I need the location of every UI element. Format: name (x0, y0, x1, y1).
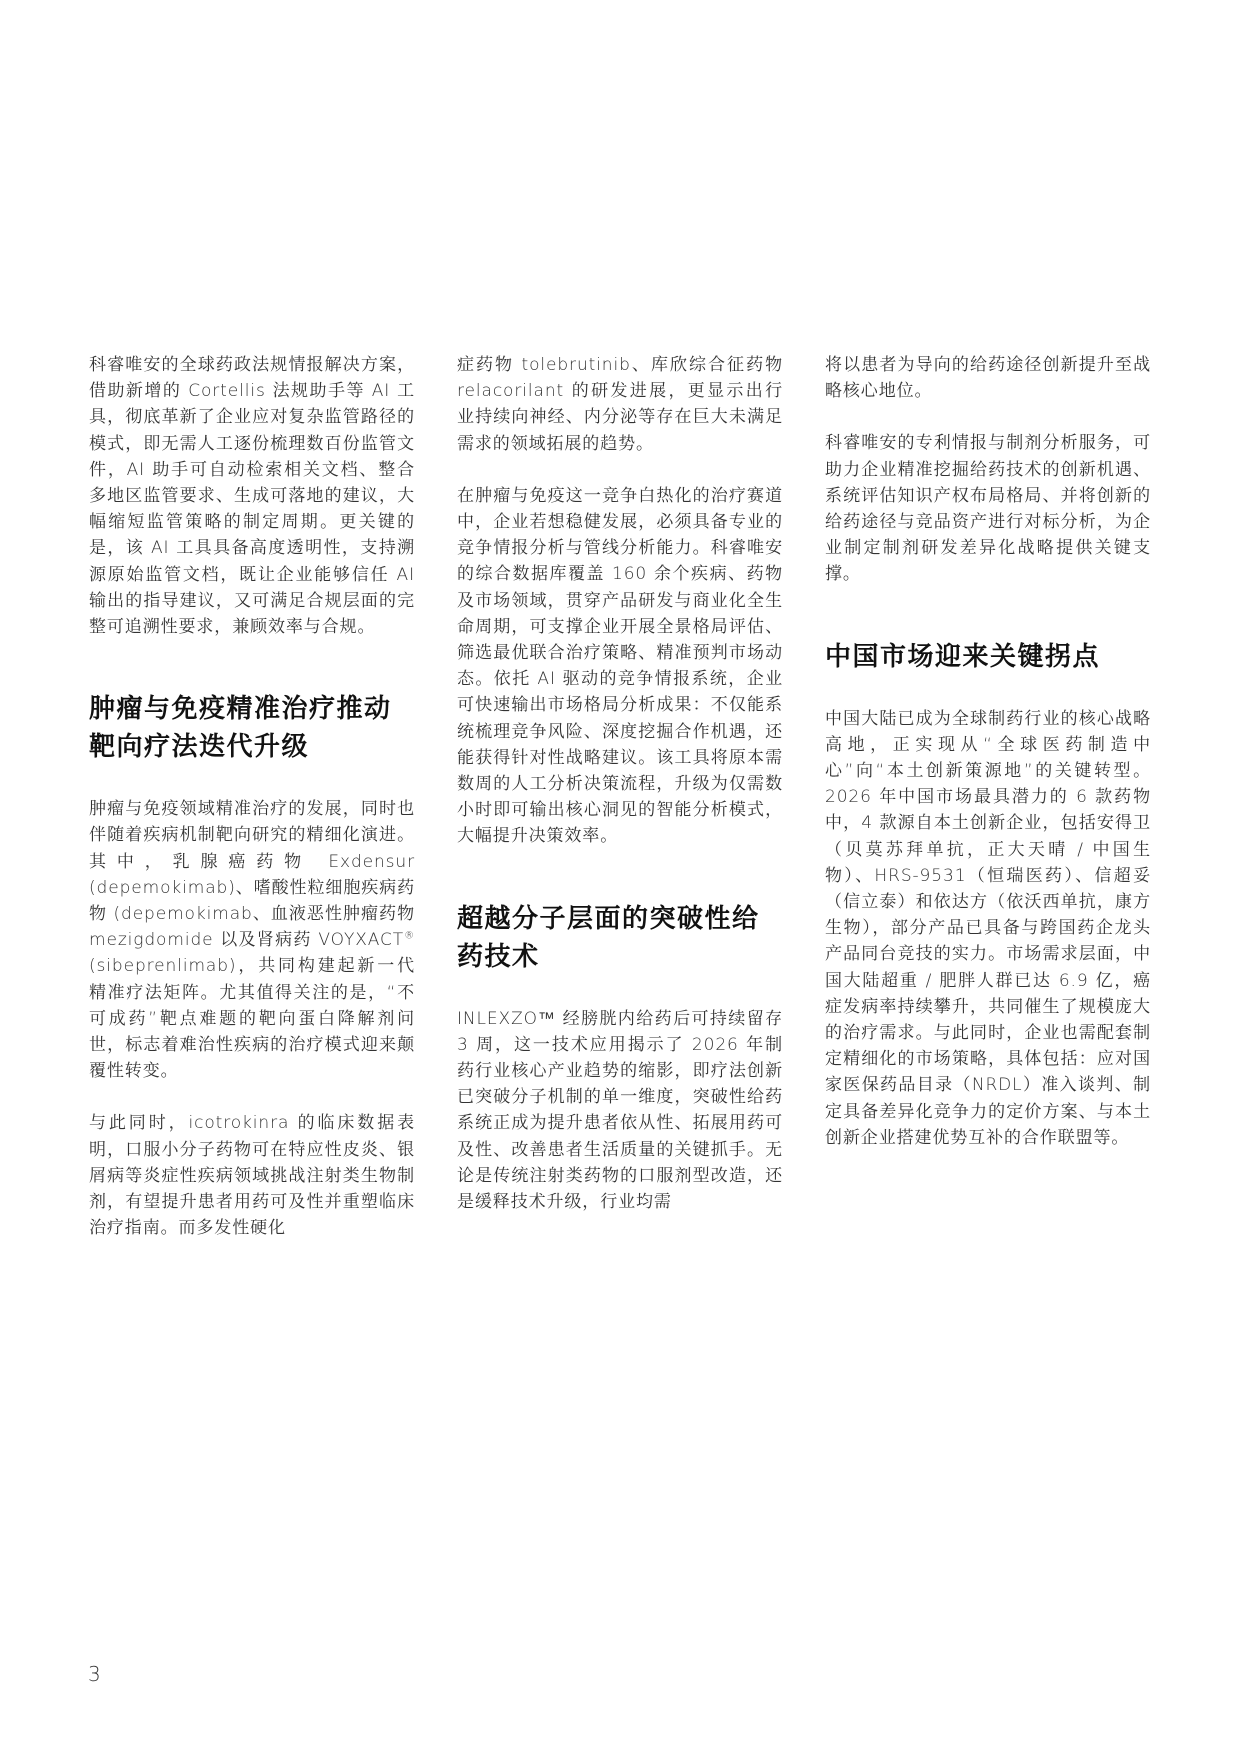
paragraph-precision-therapy-part1: 肿瘤与免疫领域精准治疗的发展，同时也伴随着疾病机制靶向研究的精细化演进。其中，乳腺癌药物 Exdensur (depemokimab)、嗜酸性粒细胞疾病药物 (depemokimab、血液恶性肿瘤药物 mezigdomide 以及肾病药 VOYXACT (89, 799, 415, 951)
page-number: 3 (88, 1662, 101, 1686)
registered-mark: ® (404, 930, 415, 942)
paragraph-precision-therapy (89, 796, 415, 1084)
column-middle (457, 352, 783, 1215)
column-right (825, 352, 1151, 1151)
paragraph-inlexzo: INLEXZO™ 经膀胱内给药后可持续留存 3 周，这一技术应用揭示了 2026 年制药行业核心产业趋势的缩影，即疗法创新已突破分子机制的单一维度，突破性给药系统正成为提升患者依从性、拓展用药可及性、改善患者生活质量的关键抓手。无论是传统注射类药物的口服剂型改造，还是缓释技术升级，行业均需 (457, 1008, 783, 1213)
paragraph-precision-therapy-part2: (sibeprenlimab)，共同构建起新一代精准疗法矩阵。尤其值得关注的是，“不可成药”靶点难题的靶向蛋白降解剂问世，标志着难治性疾病的治疗模式迎来颠覆性转变。 (89, 956, 415, 1082)
heading-oncology-immunology: 肿瘤与免疫精准治疗推动靶向疗法迭代升级 (89, 694, 392, 763)
column-left (89, 352, 415, 1241)
paragraph-china-market: 中国大陆已成为全球制药行业的核心战略高地，正实现从“全球医药制造中心”向“本土创新策源地”的关键转型。2026 年中国市场最具潜力的 6 款药物中，4 款源自本土创新企业，包括安得卫（贝莫苏拜单抗，正大天晴 / 中国生物）、HRS-9531（恒瑞医药）、信超妥（信立泰）和依达方（依沃西单抗，康方生物），部分产品已具备与跨国药企龙头产品同台竞技的实力。市场需求层面，中国大陆超重 / 肥胖人群已达 6.9 亿，癌症发病率持续攀升，共同催生了规模庞大的治疗需求。与此同时，企业也需配套制定精细化的市场策略，具体包括：应对国家医保药品目录（NRDL）准入谈判、制定具备差异化竞争力的定价方案、与本土创新企业搭建优势互补的合作联盟等。 (825, 708, 1151, 1148)
paragraph-patent-intelligence: 科睿唯安的专利情报与制剂分析服务，可助力企业精准挖掘给药技术的创新机遇、系统评估知识产权布局格局、并将创新的给药途径与竞品资产进行对标分析，为企业制定制剂研发差异化战略提供关键支撑。 (825, 433, 1151, 585)
paragraph-neuro-endocrine: 症药物 tolebrutinib、库欣综合征药物 relacorilant 的研发进展，更显示出行业持续向神经、内分泌等存在巨大未满足需求的领域拓展的趋势。 (457, 355, 783, 454)
paragraph-regulatory-intelligence: 科睿唯安的全球药政法规情报解决方案，借助新增的 Cortellis 法规助手等 AI 工具，彻底革新了企业应对复杂监管路径的模式，即无需人工逐份梳理数百份监管文件，AI 助手可自动检索相关文档、整合多地区监管要求、生成可落地的建议，大幅缩短监管策略的制定周期。更关键的是，该 AI 工具具备高度透明性，支持溯源原始监管文档，既让企业能够信任 AI 输出的指导建议，又可满足合规层面的完整可追溯性要求，兼顾效率与合规。 (89, 355, 415, 638)
paragraph-competitive-intelligence: 在肿瘤与免疫这一竞争白热化的治疗赛道中，企业若想稳健发展，必须具备专业的竞争情报分析与管线分析能力。科睿唯安的综合数据库覆盖 160 余个疾病、药物及市场领域，贯穿产品研发与商业化全生命周期，可支撑企业开展全景格局评估、筛选最优联合治疗策略、精准预判市场动态。依托 AI 驱动的竞争情报系统，企业可快速输出市场格局分析成果：不仅能系统梳理竞争风险、深度挖掘合作机遇，还能获得针对性战略建议。该工具将原本需数周的人工分析决策流程，升级为仅需数小时即可输出核心洞见的智能分析模式，大幅提升决策效率。 (457, 485, 783, 847)
heading-drug-delivery: 超越分子层面的突破性给药技术 (457, 903, 760, 972)
heading-china-market: 中国市场迎来关键拐点 (825, 641, 1101, 672)
paragraph-patient-centric: 将以患者为导向的给药途径创新提升至战略核心地位。 (825, 355, 1151, 402)
paragraph-oral-small-molecule: 与此同时，icotrokinra 的临床数据表明，口服小分子药物可在特应性皮炎、银屑病等炎症性疾病领域挑战注射类生物制剂，有望提升患者用药可及性并重塑临床治疗指南。而多发性硬化 (89, 1113, 415, 1239)
